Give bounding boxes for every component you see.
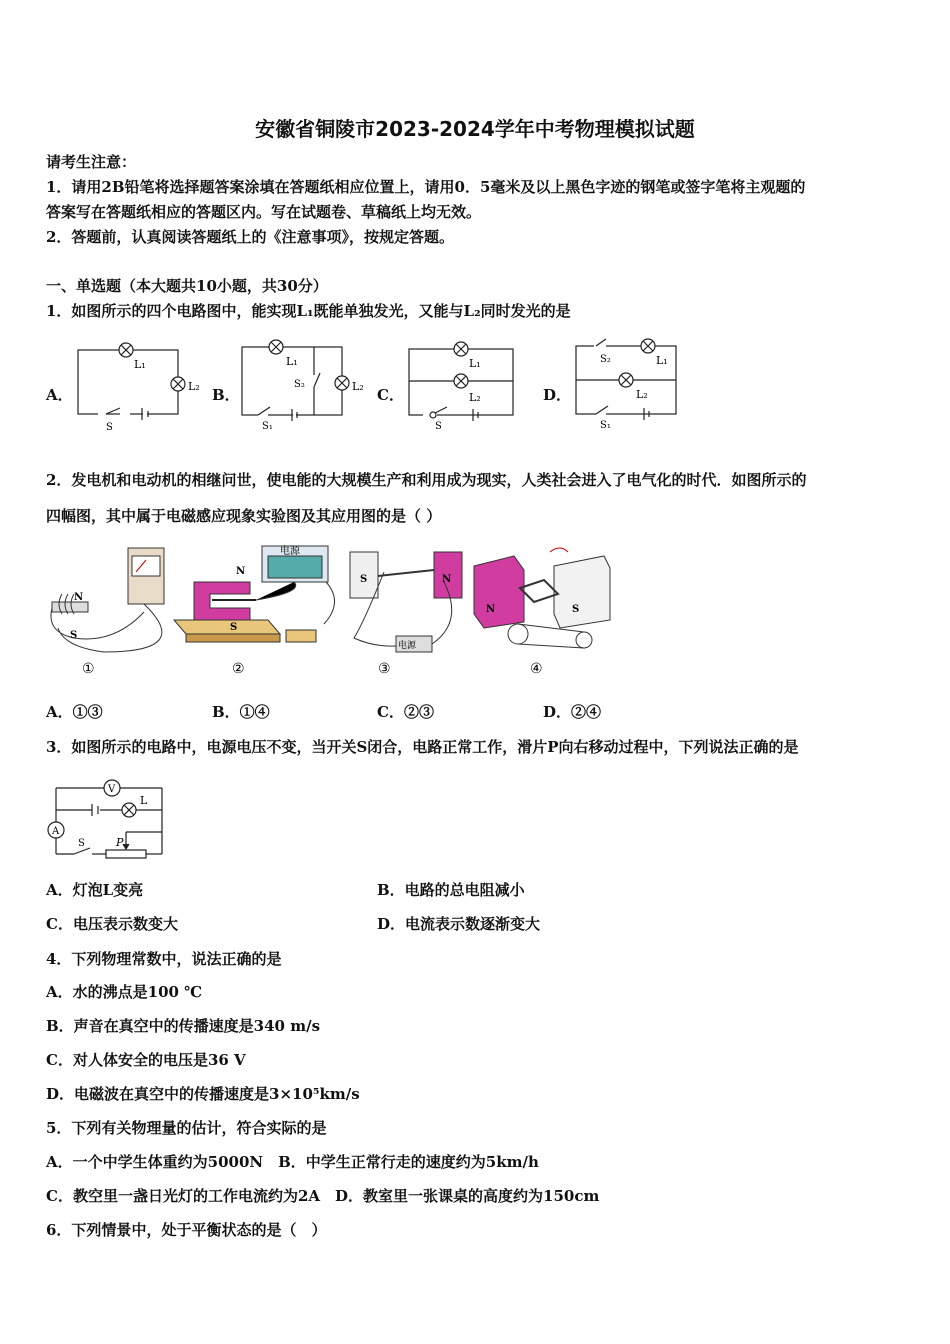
notice-line-1a: 1．请用2B铅笔将选择题答案涂填在答题纸相应位置上，请用0．5毫米及以上黑色字迹的钢笔或签字笔将主观题的 xyxy=(46,178,806,196)
q2-fig2-n: N xyxy=(236,566,246,577)
q2-fig3-power: 电源 xyxy=(398,641,417,651)
q2-option-c[interactable]: C．②③ xyxy=(377,703,434,721)
q1d-l1-label: L₁ xyxy=(656,354,668,367)
q3-stem: 3．如图所示的电路中，电源电压不变，当开关S闭合，电路正常工作，滑片P向右移动过程中，下列说法正确的是 xyxy=(46,738,799,756)
q2-fig2-number: ② xyxy=(232,661,245,677)
q1b-l1-label: L₁ xyxy=(286,355,298,368)
notice-line-1b: 答案写在答题纸相应的答题区内。写在试题卷、草稿纸上均无效。 xyxy=(46,203,482,221)
q2-figures xyxy=(44,542,624,682)
q1-stem: 1．如图所示的四个电路图中，能实现L₁既能单独发光，又能与L₂同时发光的是 xyxy=(46,302,571,320)
q2-fig2-s: S xyxy=(230,622,238,633)
q1c-l2-label: L₂ xyxy=(469,391,481,404)
notice-heading: 请考生注意： xyxy=(46,153,137,171)
q2-fig1-s: S xyxy=(70,630,78,641)
q2-stem-b: 四幅图，其中属于电磁感应现象实验图及其应用图的是（ ） xyxy=(46,507,442,525)
q2-fig4 xyxy=(474,548,610,648)
q4-stem: 4．下列物理常数中，说法正确的是 xyxy=(46,950,282,968)
q1b-s1-label: S₁ xyxy=(262,421,273,432)
q1c-l1-label: L₁ xyxy=(469,357,481,370)
q2-fig4-n: N xyxy=(486,604,496,615)
q5-options-row1[interactable]: A．一个中学生体重约为5000N B．中学生正常行走的速度约为5km/h xyxy=(46,1153,539,1171)
q2-option-d[interactable]: D．②④ xyxy=(543,703,602,721)
q2-fig1-number: ① xyxy=(82,661,95,677)
q3-l-label: L xyxy=(140,794,148,807)
q1-option-b[interactable]: B． xyxy=(212,386,240,404)
q2-fig3-s: S xyxy=(360,574,368,585)
q3-v-label: V xyxy=(108,784,116,795)
q1d-l2-label: L₂ xyxy=(636,388,648,401)
q2-fig3 xyxy=(350,552,462,652)
q1-option-a[interactable]: A． xyxy=(46,386,73,404)
q6-stem: 6．下列情景中，处于平衡状态的是（ ） xyxy=(46,1221,327,1239)
q1-circuit-b xyxy=(236,335,371,435)
q1-circuit-c xyxy=(403,335,523,435)
q1a-l1-label: L₁ xyxy=(134,358,146,371)
q1d-s1-label: S₁ xyxy=(600,420,611,431)
q1-option-d[interactable]: D． xyxy=(543,386,572,404)
q1-circuit-d xyxy=(568,332,688,434)
q5-options-row2[interactable]: C．教空里一盏日光灯的工作电流约为2A D．教室里一张课桌的高度约为150cm xyxy=(46,1187,600,1205)
q3-option-b[interactable]: B．电路的总电阻减小 xyxy=(377,881,525,899)
q4-option-d[interactable]: D．电磁波在真空中的传播速度是3×10⁵km/s xyxy=(46,1085,360,1103)
q3-s-label: S xyxy=(78,838,85,849)
q2-stem-a: 2．发电机和电动机的相继问世，使电能的大规模生产和利用成为现实，人类社会进入了电气化的时代．如图所示的 xyxy=(46,471,807,489)
q2-fig3-number: ③ xyxy=(378,661,391,677)
q4-option-c[interactable]: C．对人体安全的电压是36 V xyxy=(46,1051,246,1069)
q2-fig2-power: 电源 xyxy=(280,546,300,557)
q3-option-d[interactable]: D．电流表示数逐渐变大 xyxy=(377,915,541,933)
q2-option-b[interactable]: B．①④ xyxy=(212,703,270,721)
page-title: 安徽省铜陵市2023-2024学年中考物理模拟试题 xyxy=(255,117,695,141)
q1b-s2-label: S₂ xyxy=(294,379,305,390)
q2-option-a[interactable]: A．①③ xyxy=(46,703,103,721)
q2-fig1 xyxy=(51,548,164,652)
q3-option-c[interactable]: C．电压表示数变大 xyxy=(46,915,178,933)
section-heading: 一、单选题（本大题共10小题，共30分） xyxy=(46,277,328,295)
q1b-l2-label: L₂ xyxy=(352,380,364,393)
q1a-s-label: S xyxy=(106,422,113,433)
q4-option-a[interactable]: A．水的沸点是100 ℃ xyxy=(46,983,203,1001)
notice-line-2: 2．答题前，认真阅读答题纸上的《注意事项》，按规定答题。 xyxy=(46,228,454,246)
q1-option-c[interactable]: C． xyxy=(377,386,404,404)
q3-p-label: P xyxy=(116,836,124,849)
q4-option-b[interactable]: B．声音在真空中的传播速度是340 m/s xyxy=(46,1017,321,1035)
q2-fig4-number: ④ xyxy=(530,661,543,677)
q3-a-label: A xyxy=(52,826,60,837)
q2-fig3-n: N xyxy=(442,574,452,585)
q2-fig1-n: N xyxy=(74,592,84,603)
q1c-s-label: S xyxy=(435,421,442,432)
q1-circuit-a xyxy=(70,338,200,433)
q5-stem: 5．下列有关物理量的估计，符合实际的是 xyxy=(46,1119,327,1137)
q1a-l2-label: L₂ xyxy=(188,380,200,393)
q3-option-a[interactable]: A．灯泡L变亮 xyxy=(46,881,144,899)
q2-fig2 xyxy=(174,546,335,642)
q1d-s2-label: S₂ xyxy=(600,354,611,365)
q2-fig4-s: S xyxy=(572,604,580,615)
q3-circuit xyxy=(46,768,176,866)
